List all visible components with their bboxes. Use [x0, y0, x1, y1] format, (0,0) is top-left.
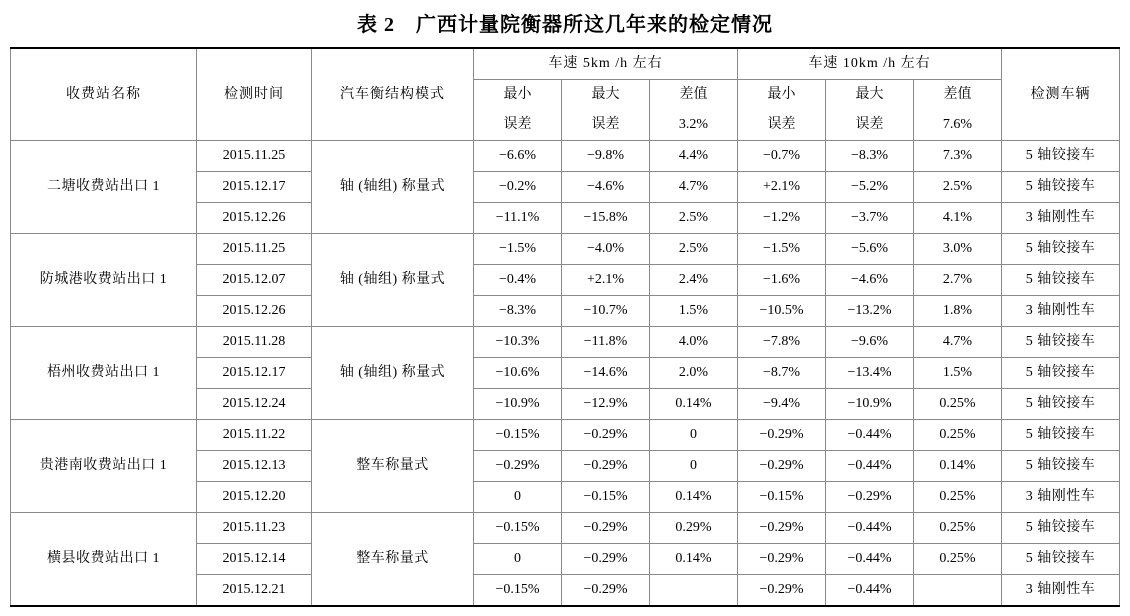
- structure-mode-cell: 轴 (轴组) 称量式: [311, 327, 473, 420]
- value-cell-diff5: 2.4%: [649, 265, 737, 296]
- value-cell-diff10: 0.25%: [914, 389, 1002, 420]
- table-row: [10, 141, 1119, 172]
- value-cell-min5: 0: [473, 544, 561, 575]
- value-cell-max10: −3.7%: [826, 203, 914, 234]
- value-cell-diff10: 2.7%: [914, 265, 1002, 296]
- inspection-date-cell: 2015.11.23: [196, 513, 311, 544]
- value-cell-max10: −0.44%: [826, 544, 914, 575]
- value-cell-diff5: 2.0%: [649, 358, 737, 389]
- vehicle-cell: 5 轴铰接车: [1002, 544, 1120, 575]
- vehicle-cell: 5 轴铰接车: [1002, 420, 1120, 451]
- vehicle-cell: 3 轴刚性车: [1002, 296, 1120, 327]
- vehicle-cell: 3 轴刚性车: [1002, 203, 1120, 234]
- table-row: [10, 513, 1119, 544]
- inspection-date-cell: 2015.11.22: [196, 420, 311, 451]
- value-cell-min10: −0.29%: [738, 420, 826, 451]
- value-cell-max10: −13.2%: [826, 296, 914, 327]
- value-cell-diff10: 0.14%: [914, 451, 1002, 482]
- station-name-cell: 梧州收费站出口 1: [10, 327, 196, 420]
- value-cell-max10: −0.44%: [826, 420, 914, 451]
- value-cell-max5: −0.29%: [561, 513, 649, 544]
- value-cell-min5: −10.3%: [473, 327, 561, 358]
- value-cell-min5: 0: [473, 482, 561, 513]
- value-cell-min5: −0.15%: [473, 420, 561, 451]
- inspection-date-cell: 2015.12.17: [196, 358, 311, 389]
- value-cell-min10: +2.1%: [738, 172, 826, 203]
- vehicle-cell: 5 轴铰接车: [1002, 389, 1120, 420]
- value-cell-max10: −0.44%: [826, 575, 914, 607]
- header-speed-10: 车速 10km /h 左右: [738, 48, 1002, 80]
- vehicle-cell: 5 轴铰接车: [1002, 234, 1120, 265]
- header-speed-5: 车速 5km /h 左右: [473, 48, 737, 80]
- value-cell-diff10: 0.25%: [914, 544, 1002, 575]
- value-cell-diff5: 0: [649, 420, 737, 451]
- value-cell-diff5: 0.14%: [649, 482, 737, 513]
- header-diff5-line1: 差值: [649, 80, 737, 111]
- table-row: [10, 327, 1119, 358]
- value-cell-diff5: [649, 575, 737, 607]
- value-cell-diff10: 1.8%: [914, 296, 1002, 327]
- value-cell-max10: −9.6%: [826, 327, 914, 358]
- value-cell-diff10: 4.7%: [914, 327, 1002, 358]
- value-cell-diff10: 4.1%: [914, 203, 1002, 234]
- structure-mode-cell: 整车称量式: [311, 513, 473, 607]
- inspection-date-cell: 2015.12.21: [196, 575, 311, 607]
- value-cell-diff10: 0.25%: [914, 482, 1002, 513]
- header-structure: 汽车衡结构模式: [311, 48, 473, 141]
- inspection-date-cell: 2015.12.13: [196, 451, 311, 482]
- value-cell-max5: −0.29%: [561, 420, 649, 451]
- value-cell-max5: −4.0%: [561, 234, 649, 265]
- structure-mode-cell: 轴 (轴组) 称量式: [311, 234, 473, 327]
- inspection-date-cell: 2015.11.28: [196, 327, 311, 358]
- inspection-date-cell: 2015.11.25: [196, 234, 311, 265]
- header-date: 检测时间: [196, 48, 311, 141]
- value-cell-max5: −9.8%: [561, 141, 649, 172]
- value-cell-min5: −11.1%: [473, 203, 561, 234]
- inspection-date-cell: 2015.12.17: [196, 172, 311, 203]
- inspection-results-table: [10, 47, 1120, 607]
- value-cell-min5: −0.4%: [473, 265, 561, 296]
- value-cell-diff5: 2.5%: [649, 234, 737, 265]
- value-cell-max5: −15.8%: [561, 203, 649, 234]
- value-cell-max10: −4.6%: [826, 265, 914, 296]
- value-cell-diff5: 0.14%: [649, 389, 737, 420]
- value-cell-max10: −10.9%: [826, 389, 914, 420]
- value-cell-max10: −5.2%: [826, 172, 914, 203]
- header-diff10-line2: 7.6%: [914, 110, 1002, 141]
- value-cell-min10: −1.6%: [738, 265, 826, 296]
- value-cell-diff10: 0.25%: [914, 420, 1002, 451]
- value-cell-min10: −0.15%: [738, 482, 826, 513]
- vehicle-cell: 5 轴铰接车: [1002, 451, 1120, 482]
- vehicle-cell: 5 轴铰接车: [1002, 327, 1120, 358]
- inspection-date-cell: 2015.12.24: [196, 389, 311, 420]
- value-cell-min5: −0.15%: [473, 513, 561, 544]
- value-cell-max5: −4.6%: [561, 172, 649, 203]
- value-cell-min5: −0.15%: [473, 575, 561, 607]
- value-cell-diff10: 1.5%: [914, 358, 1002, 389]
- table-row: [10, 234, 1119, 265]
- value-cell-min10: −0.29%: [738, 451, 826, 482]
- value-cell-min5: −6.6%: [473, 141, 561, 172]
- value-cell-diff5: 0.29%: [649, 513, 737, 544]
- value-cell-min10: −8.7%: [738, 358, 826, 389]
- value-cell-max5: −0.29%: [561, 544, 649, 575]
- value-cell-min5: −8.3%: [473, 296, 561, 327]
- value-cell-min10: −0.7%: [738, 141, 826, 172]
- value-cell-diff10: 7.3%: [914, 141, 1002, 172]
- header-station: 收费站名称: [10, 48, 196, 141]
- value-cell-min5: −10.6%: [473, 358, 561, 389]
- value-cell-min10: −7.8%: [738, 327, 826, 358]
- header-max10-line1: 最大: [826, 80, 914, 111]
- station-name-cell: 贵港南收费站出口 1: [10, 420, 196, 513]
- value-cell-max10: −0.29%: [826, 482, 914, 513]
- value-cell-max10: −8.3%: [826, 141, 914, 172]
- inspection-date-cell: 2015.12.14: [196, 544, 311, 575]
- value-cell-max5: −0.15%: [561, 482, 649, 513]
- value-cell-max5: −12.9%: [561, 389, 649, 420]
- value-cell-max5: +2.1%: [561, 265, 649, 296]
- value-cell-min5: −1.5%: [473, 234, 561, 265]
- station-name-cell: 横县收费站出口 1: [10, 513, 196, 607]
- inspection-date-cell: 2015.12.26: [196, 296, 311, 327]
- value-cell-min10: −9.4%: [738, 389, 826, 420]
- value-cell-max5: −14.6%: [561, 358, 649, 389]
- value-cell-max10: −0.44%: [826, 451, 914, 482]
- value-cell-diff5: 4.0%: [649, 327, 737, 358]
- value-cell-diff5: 2.5%: [649, 203, 737, 234]
- inspection-date-cell: 2015.12.07: [196, 265, 311, 296]
- value-cell-diff10: 2.5%: [914, 172, 1002, 203]
- structure-mode-cell: 轴 (轴组) 称量式: [311, 141, 473, 234]
- vehicle-cell: 3 轴刚性车: [1002, 482, 1120, 513]
- header-diff10-line1: 差值: [914, 80, 1002, 111]
- value-cell-max10: −5.6%: [826, 234, 914, 265]
- table-row: [10, 420, 1119, 451]
- value-cell-min10: −10.5%: [738, 296, 826, 327]
- header-min5-line2: 误差: [473, 110, 561, 141]
- value-cell-diff10: [914, 575, 1002, 607]
- header-max5-line2: 误差: [561, 110, 649, 141]
- station-name-cell: 二塘收费站出口 1: [10, 141, 196, 234]
- structure-mode-cell: 整车称量式: [311, 420, 473, 513]
- value-cell-diff5: 4.7%: [649, 172, 737, 203]
- vehicle-cell: 5 轴铰接车: [1002, 141, 1120, 172]
- value-cell-diff5: 0.14%: [649, 544, 737, 575]
- value-cell-min10: −0.29%: [738, 513, 826, 544]
- value-cell-min5: −0.2%: [473, 172, 561, 203]
- value-cell-min5: −0.29%: [473, 451, 561, 482]
- station-name-cell: 防城港收费站出口 1: [10, 234, 196, 327]
- value-cell-min10: −1.2%: [738, 203, 826, 234]
- vehicle-cell: 3 轴刚性车: [1002, 575, 1120, 607]
- header-max5-line1: 最大: [561, 80, 649, 111]
- vehicle-cell: 5 轴铰接车: [1002, 265, 1120, 296]
- header-min10-line2: 误差: [738, 110, 826, 141]
- value-cell-diff5: 1.5%: [649, 296, 737, 327]
- value-cell-min5: −10.9%: [473, 389, 561, 420]
- header-min5-line1: 最小: [473, 80, 561, 111]
- value-cell-max5: −10.7%: [561, 296, 649, 327]
- table-body: [10, 141, 1119, 607]
- value-cell-diff10: 3.0%: [914, 234, 1002, 265]
- value-cell-min10: −1.5%: [738, 234, 826, 265]
- value-cell-max5: −0.29%: [561, 575, 649, 607]
- header-diff5-line2: 3.2%: [649, 110, 737, 141]
- inspection-date-cell: 2015.11.25: [196, 141, 311, 172]
- vehicle-cell: 5 轴铰接车: [1002, 172, 1120, 203]
- value-cell-diff5: 4.4%: [649, 141, 737, 172]
- value-cell-min10: −0.29%: [738, 575, 826, 607]
- inspection-date-cell: 2015.12.20: [196, 482, 311, 513]
- header-min10-line1: 最小: [738, 80, 826, 111]
- value-cell-max5: −0.29%: [561, 451, 649, 482]
- value-cell-max10: −0.44%: [826, 513, 914, 544]
- value-cell-diff5: 0: [649, 451, 737, 482]
- value-cell-max10: −13.4%: [826, 358, 914, 389]
- header-max10-line2: 误差: [826, 110, 914, 141]
- header-vehicle: 检测车辆: [1002, 48, 1120, 141]
- value-cell-diff10: 0.25%: [914, 513, 1002, 544]
- vehicle-cell: 5 轴铰接车: [1002, 358, 1120, 389]
- vehicle-cell: 5 轴铰接车: [1002, 513, 1120, 544]
- inspection-date-cell: 2015.12.26: [196, 203, 311, 234]
- value-cell-max5: −11.8%: [561, 327, 649, 358]
- table-caption: 表 2 广西计量院衡器所这几年来的检定情况: [357, 14, 773, 36]
- value-cell-min10: −0.29%: [738, 544, 826, 575]
